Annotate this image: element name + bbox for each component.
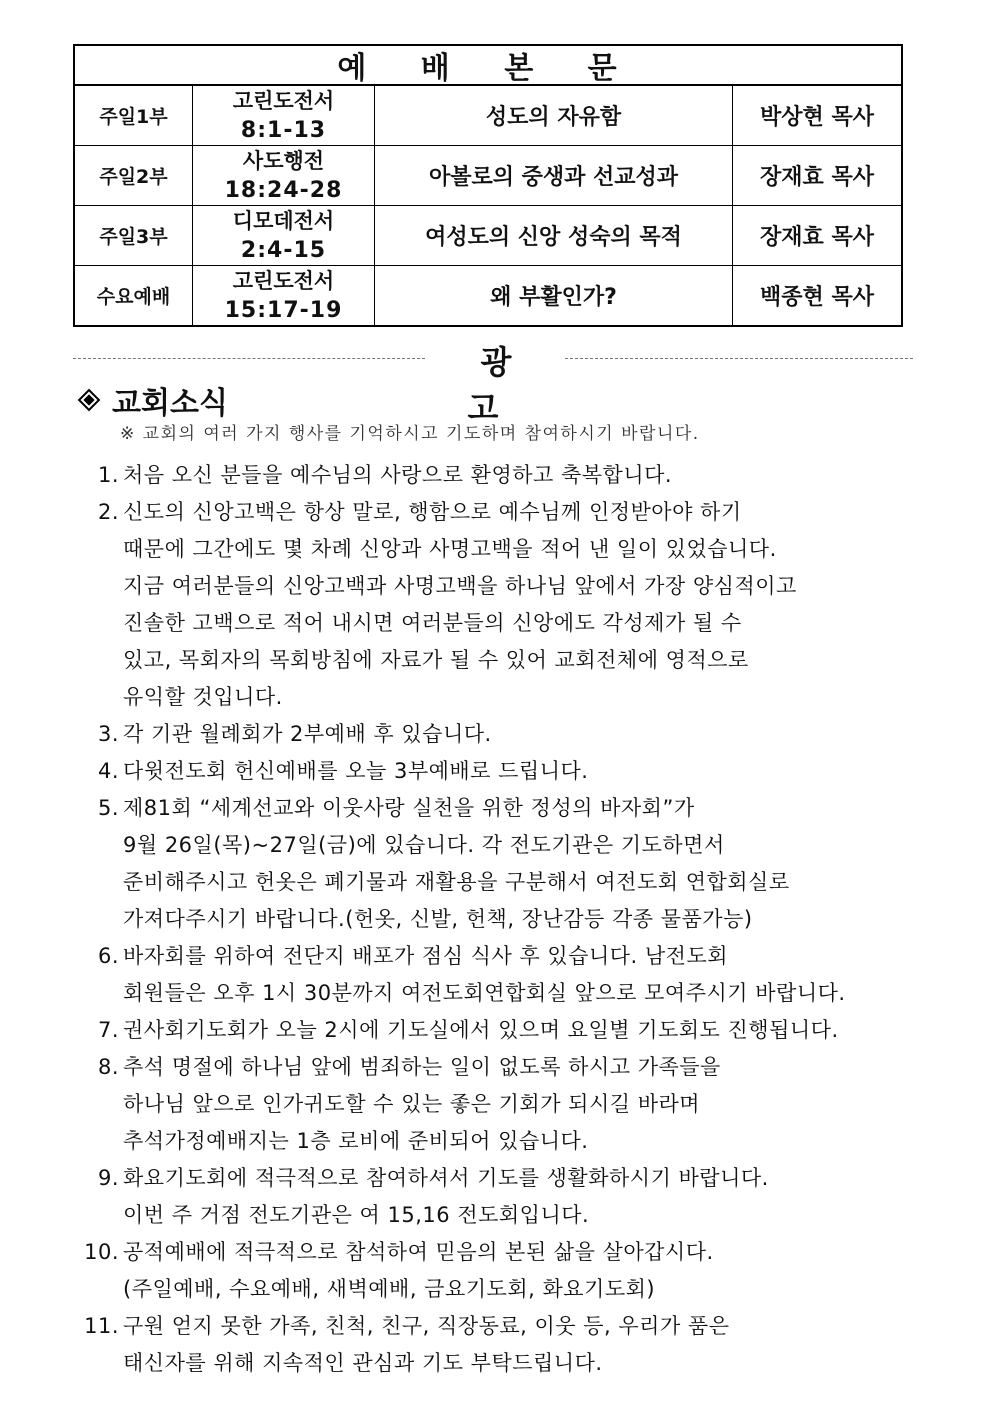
announcement-item xyxy=(73,790,913,938)
item-text xyxy=(123,716,913,753)
item-line: 각 기관 월례회가 2부예배 후 있습니다. xyxy=(123,722,492,746)
item-line: 구원 얻지 못한 가족, 친척, 친구, 직장동료, 이웃 등, 우리가 품은 xyxy=(123,1314,730,1338)
item-number: 6. xyxy=(97,944,119,968)
worship-row xyxy=(75,146,901,206)
service-name: 수요예배 xyxy=(75,266,193,325)
item-number: 8. xyxy=(97,1055,119,1079)
scripture-book: 고린도전서 xyxy=(232,268,335,293)
announcement-item xyxy=(73,753,913,790)
service-name: 주일2부 xyxy=(75,146,193,205)
scripture-book: 고린도전서 xyxy=(232,88,335,113)
scripture-verse: 18:24-28 xyxy=(224,177,343,203)
item-number: 2. xyxy=(97,500,119,524)
worship-row xyxy=(75,86,901,146)
item-line: 다윗전도회 헌신예배를 오늘 3부예배로 드립니다. xyxy=(123,759,589,783)
divider xyxy=(73,358,425,359)
item-number: 7. xyxy=(97,1018,119,1042)
section-heading xyxy=(78,378,228,422)
sermon-title: 여성도의 신앙 성숙의 목적 xyxy=(375,206,733,265)
preacher-name: 박상현 목사 xyxy=(760,105,874,130)
item-line: 태신자를 위해 지속적인 관심과 기도 부탁드립니다. xyxy=(123,1351,603,1375)
announcement-item xyxy=(73,457,913,494)
item-number: 9. xyxy=(97,1166,119,1190)
service-name: 주일1부 xyxy=(75,86,193,145)
item-line: 권사회기도회가 오늘 2시에 기도실에서 있으며 요일별 기도회도 진행됩니다. xyxy=(123,1018,839,1042)
item-line: 지금 여러분들의 신앙고백과 사명고백을 하나님 앞에서 가장 양심적이고 xyxy=(123,574,797,598)
item-number: 11. xyxy=(84,1314,119,1338)
item-line: 공적예배에 적극적으로 참석하여 믿음의 본된 삶을 살아갑시다. xyxy=(123,1240,714,1264)
worship-table xyxy=(73,44,903,327)
scripture-ref xyxy=(193,206,375,265)
item-line: 화요기도회에 적극적으로 참여하셔서 기도를 생활화하시기 바랍니다. xyxy=(123,1166,769,1190)
item-line: 유익할 것입니다. xyxy=(123,685,283,709)
scripture-verse: 2:4-15 xyxy=(240,237,327,263)
item-line: 9월 26일(목)~27일(금)에 있습니다. 각 전도기관은 기도하면서 xyxy=(123,833,725,857)
worship-row xyxy=(75,206,901,266)
preacher-name: 장재효 목사 xyxy=(760,225,874,250)
scripture-ref xyxy=(193,86,375,145)
item-line: 하나님 앞으로 인가귀도할 수 있는 좋은 기회가 되시길 바라며 xyxy=(123,1092,701,1116)
worship-row xyxy=(75,266,901,325)
announcement-list xyxy=(73,457,913,1382)
item-text xyxy=(123,753,913,790)
item-text xyxy=(123,1012,913,1049)
item-line: 제81회 “세계선교와 이웃사랑 실천을 위한 정성의 바자회”가 xyxy=(123,796,695,820)
item-line: 가져다주시기 바랍니다.(헌옷, 신발, 헌책, 장난감등 각종 물품가능) xyxy=(123,907,753,931)
item-number: 5. xyxy=(97,796,119,820)
item-line: (주일예배, 수요예배, 새벽예배, 금요기도회, 화요기도회) xyxy=(123,1277,656,1301)
item-line: 있고, 목회자의 목회방침에 자료가 될 수 있어 교회전체에 영적으로 xyxy=(123,648,749,672)
item-line: 때문에 그간에도 몇 차례 신앙과 사명고백을 적어 낸 일이 있었습니다. xyxy=(123,537,777,561)
scripture-verse: 15:17-19 xyxy=(224,297,343,323)
item-line: 이번 주 거점 전도기관은 여 15,16 전도회입니다. xyxy=(123,1203,590,1227)
sermon-title: 성도의 자유함 xyxy=(375,86,733,145)
item-number: 4. xyxy=(97,759,119,783)
item-text xyxy=(123,1049,913,1160)
announcements-title: 광 고 xyxy=(467,343,538,427)
sermon-title: 아볼로의 중생과 선교성과 xyxy=(375,146,733,205)
item-text xyxy=(123,1308,913,1382)
item-line: 진솔한 고백으로 적어 내시면 여러분들의 신앙에도 각성제가 될 수 xyxy=(123,611,742,635)
scripture-ref xyxy=(193,146,375,205)
item-text xyxy=(123,457,913,494)
announcement-item xyxy=(73,938,913,1012)
announcement-item xyxy=(73,1049,913,1160)
item-text xyxy=(123,1160,913,1234)
announcement-item xyxy=(73,1012,913,1049)
scripture-ref xyxy=(193,266,375,325)
item-line: 처음 오신 분들을 예수님의 사랑으로 환영하고 축복합니다. xyxy=(123,463,673,487)
announcement-item xyxy=(73,494,913,716)
diamond-bullet-icon xyxy=(78,389,100,411)
announcement-item xyxy=(73,716,913,753)
item-number: 1. xyxy=(97,463,119,487)
item-line: 신도의 신앙고백은 항상 말로, 행함으로 예수님께 인정받아야 하기 xyxy=(123,500,742,524)
item-text xyxy=(123,790,913,938)
item-line: 추석가정예배지는 1층 로비에 준비되어 있습니다. xyxy=(123,1129,589,1153)
divider xyxy=(565,358,913,359)
sermon-title: 왜 부활인가? xyxy=(375,266,733,325)
announcement-item xyxy=(73,1308,913,1382)
preacher-name: 장재효 목사 xyxy=(760,165,874,190)
section-title: 교회소식 xyxy=(112,386,228,421)
item-text xyxy=(123,494,913,716)
item-line: 준비해주시고 헌옷은 폐기물과 재활용을 구분해서 여전도회 연합회실로 xyxy=(123,870,790,894)
preacher-name: 백종현 목사 xyxy=(760,285,874,310)
scripture-book: 사도행전 xyxy=(242,148,325,173)
section-note: ※ 교회의 여러 가지 행사를 기억하시고 기도하며 참여하시기 바랍니다. xyxy=(120,424,700,444)
item-number: 3. xyxy=(97,722,119,746)
worship-table-title: 예 배 본 문 xyxy=(75,46,901,86)
item-text xyxy=(123,1234,913,1308)
announcement-item xyxy=(73,1234,913,1308)
item-line: 바자회를 위하여 전단지 배포가 점심 식사 후 있습니다. 남전도회 xyxy=(123,944,729,968)
announcement-item xyxy=(73,1160,913,1234)
item-line: 추석 명절에 하나님 앞에 범죄하는 일이 없도록 하시고 가족들을 xyxy=(123,1055,721,1079)
item-number: 10. xyxy=(84,1240,119,1264)
item-line: 회원들은 오후 1시 30분까지 여전도회연합회실 앞으로 모여주시기 바랍니다. xyxy=(123,981,846,1005)
scripture-verse: 8:1-13 xyxy=(240,117,327,143)
service-name: 주일3부 xyxy=(75,206,193,265)
scripture-book: 디모데전서 xyxy=(232,208,335,233)
item-text xyxy=(123,938,913,1012)
